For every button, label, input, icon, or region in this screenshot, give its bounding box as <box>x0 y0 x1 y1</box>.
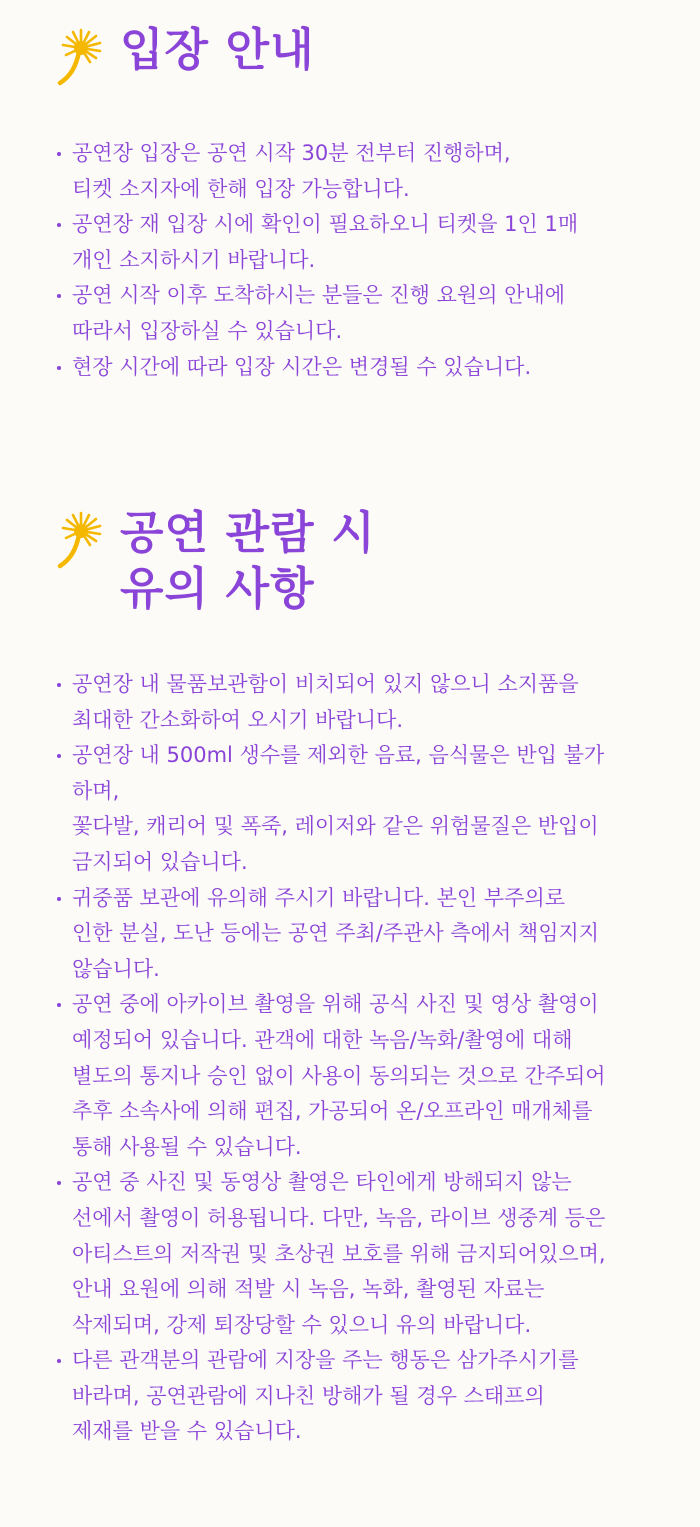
list-item-text: 공연 시작 이후 도착하시는 분들은 진행 요원의 안내에 <box>72 283 566 308</box>
entry-guide-section <box>0 22 700 385</box>
list-item-text: 티켓 소지자에 한해 입장 가능합니다. <box>72 176 410 201</box>
viewing-precautions-list <box>0 667 700 1450</box>
list-item-text: 공연장 내 500ml 생수를 제외한 음료, 음식물은 반입 불가 <box>72 743 605 768</box>
viewing-precautions-heading <box>0 505 700 617</box>
entry-guide-heading <box>0 22 700 78</box>
list-item-text: 최대한 간소화하여 오시기 바랍니다. <box>72 707 403 732</box>
list-item-text: 공연장 내 물품보관함이 비치되어 있지 않으니 소지품을 <box>72 672 579 696</box>
entry-guide-list <box>0 136 700 385</box>
list-item-text: 공연장 입장은 공연 시작 30분 전부터 진행하며, <box>72 141 511 165</box>
list-item <box>72 207 670 278</box>
list-item-text: 하며, <box>72 778 120 803</box>
list-item-text: 귀중품 보관에 유의해 주시기 바랍니다. 본인 부주의로 <box>72 885 566 910</box>
list-item-text: 않습니다. <box>72 956 160 981</box>
list-item-text: 바라며, 공연관람에 지나친 방해가 될 경우 스태프의 <box>72 1383 545 1408</box>
list-item-text: 따라서 입장하실 수 있습니다. <box>72 318 343 343</box>
list-item <box>72 350 670 386</box>
list-item-text: 통해 사용될 수 있습니다. <box>72 1134 302 1159</box>
list-item-text: 제재를 받을 수 있습니다. <box>72 1419 302 1444</box>
section-title-line: 유의 사항 <box>120 562 315 615</box>
list-item-text: 인한 분실, 도난 등에는 공연 주최/주관사 측에서 책임지지 <box>72 921 600 946</box>
list-item <box>72 1165 670 1343</box>
list-item-text: 예정되어 있습니다. 관객에 대한 녹음/녹화/촬영에 대해 <box>72 1027 573 1052</box>
list-item-text: 공연 중에 아카이브 촬영을 위해 공식 사진 및 영상 촬영이 <box>72 992 599 1017</box>
list-item-text: 안내 요원에 의해 적발 시 녹음, 녹화, 촬영된 자료는 <box>72 1277 545 1302</box>
list-item <box>72 278 670 349</box>
list-item-text: 현장 시간에 따라 입장 시간은 변경될 수 있습니다. <box>72 354 532 379</box>
list-item-text: 공연장 재 입장 시에 확인이 필요하오니 티켓을 1인 1매 <box>72 212 579 237</box>
list-item <box>72 1343 670 1450</box>
list-item-text: 선에서 촬영이 허용됩니다. 다만, 녹음, 라이브 생중계 등은 <box>72 1205 606 1230</box>
list-item-text: 삭제되며, 강제 퇴장당할 수 있으니 유의 바랍니다. <box>72 1312 532 1337</box>
list-item-text: 꽃다발, 캐리어 및 폭죽, 레이저와 같은 위험물질은 반입이 <box>72 814 599 839</box>
list-item-text: 아티스트의 저작권 및 초상권 보호를 위해 금지되어있으며, <box>72 1241 606 1266</box>
list-item <box>72 881 670 988</box>
dandelion-icon <box>54 28 104 86</box>
list-item-text: 추후 소속사에 의해 편집, 가공되어 온/오프라인 매개체를 <box>72 1099 593 1124</box>
list-item-text: 별도의 통지나 승인 없이 사용이 동의되는 것으로 간주되어 <box>72 1063 606 1088</box>
section-title-line: 공연 관람 시 <box>120 506 376 559</box>
list-item-text: 다른 관객분의 관람에 지장을 주는 행동은 삼가주시기를 <box>72 1348 579 1373</box>
viewing-precautions-section <box>0 505 700 1450</box>
list-item-text: 금지되어 있습니다. <box>72 849 248 874</box>
list-item-text: 개인 소지하시기 바랍니다. <box>72 247 316 272</box>
section-title-line: 입장 안내 <box>120 23 315 76</box>
list-item <box>72 987 670 1165</box>
list-item <box>72 136 670 207</box>
dandelion-icon <box>54 511 104 569</box>
list-item <box>72 738 670 880</box>
list-item <box>72 667 670 738</box>
list-item-text: 공연 중 사진 및 동영상 촬영은 타인에게 방해되지 않는 <box>72 1170 572 1195</box>
